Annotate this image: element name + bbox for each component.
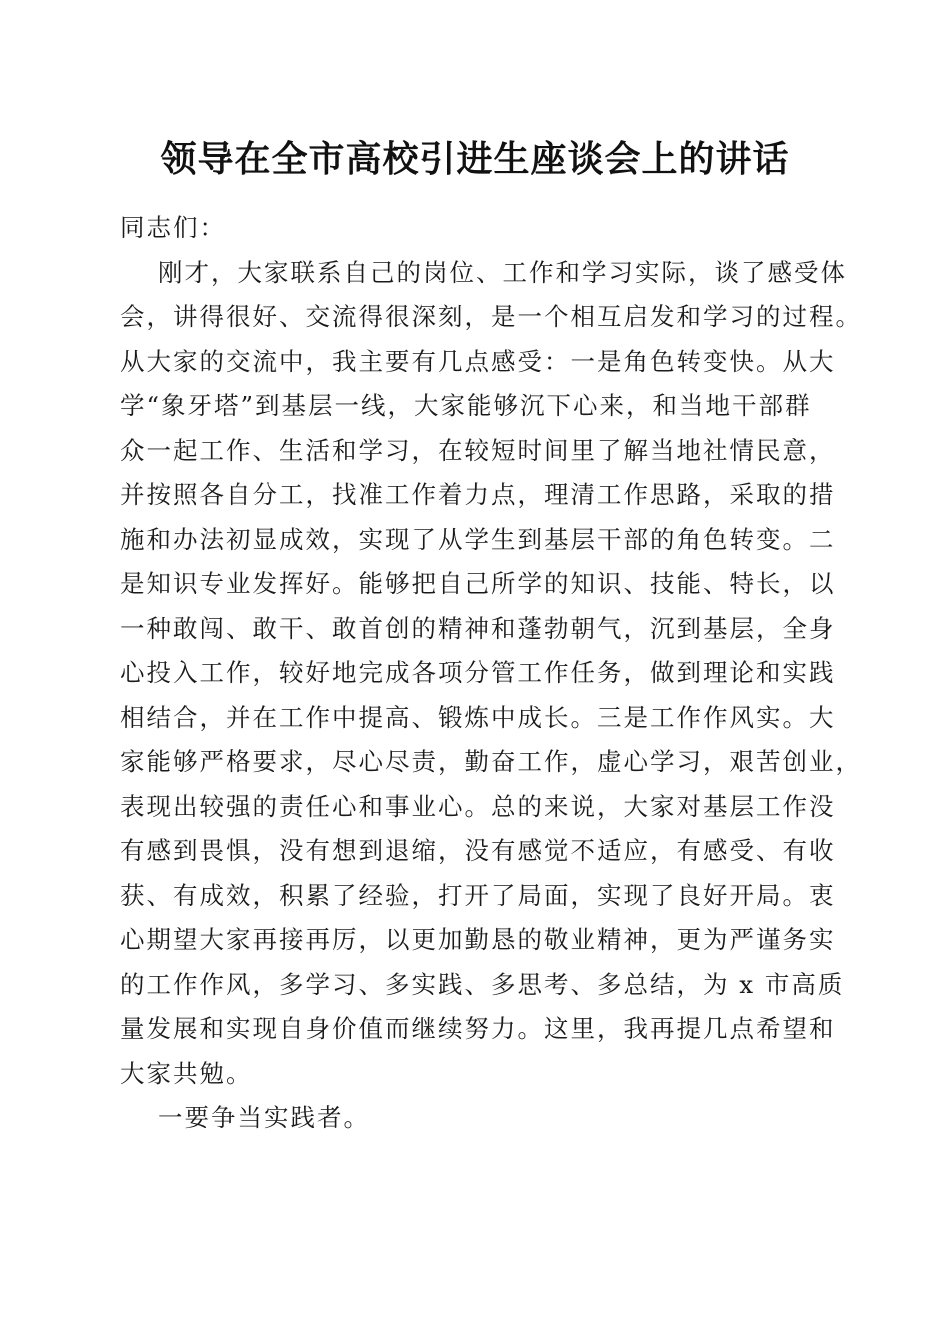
paragraph-line: 并按照各自分工，找准工作着力点，理清工作思路，采取的措 [120,480,836,509]
paragraph-line: 量发展和实现自身价值而继续努力。这里，我再提几点希望和 [120,1014,836,1043]
paragraph-line: 心投入工作，较好地完成各项分管工作任务，做到理论和实践 [120,658,836,687]
section-heading: 一要争当实践者。 [158,1103,370,1132]
paragraph-line: 会，讲得很好、交流得很深刻，是一个相互启发和学习的过程。 [120,302,862,331]
paragraph-line: 心期望大家再接再厉，以更加勤恳的敬业精神，更为严谨务实 [120,925,836,954]
paragraph-line: 众一起工作、生活和学习，在较短时间里了解当地社情民意， [120,435,836,465]
paragraph-line: 是知识专业发挥好。能够把自己所学的知识、技能、特长，以 [120,569,836,598]
paragraph-line: 表现出较强的责任心和事业心。总的来说，大家对基层工作没 [120,791,836,821]
document-title: 领导在全市高校引进生座谈会上的讲话 [160,138,790,180]
paragraph-line: 从大家的交流中，我主要有几点感受：一是角色转变快。从大 [120,346,836,376]
paragraph-line: 家能够严格要求，尽心尽责，勤奋工作，虚心学习，艰苦创业， [120,747,862,776]
paragraph-line: 的工作作风，多学习、多实践、多思考、多总结，为 x 市高质 [120,969,845,999]
salutation: 同志们： [120,213,226,242]
paragraph-line: 大家共勉。 [120,1058,253,1088]
paragraph-line: 获、有成效，积累了经验，打开了局面，实现了良好开局。衷 [120,880,836,910]
document-body [120,206,862,1141]
paragraph-line: 刚才，大家联系自己的岗位、工作和学习实际，谈了感受体 [158,257,847,287]
paragraph-line: 学“象牙塔”到基层一线，大家能够沉下心来，和当地干部群 [120,391,812,420]
paragraph-line: 有感到畏惧，没有想到退缩，没有感觉不适应，有感受、有收 [120,836,836,865]
paragraph-line: 相结合，并在工作中提高、锻炼中成长。三是工作作风实。大 [120,702,836,732]
paragraph-line: 一种敢闯、敢干、敢首创的精神和蓬勃朝气，沉到基层，全身 [120,613,836,643]
paragraph-line: 施和办法初显成效，实现了从学生到基层干部的角色转变。二 [120,524,836,554]
